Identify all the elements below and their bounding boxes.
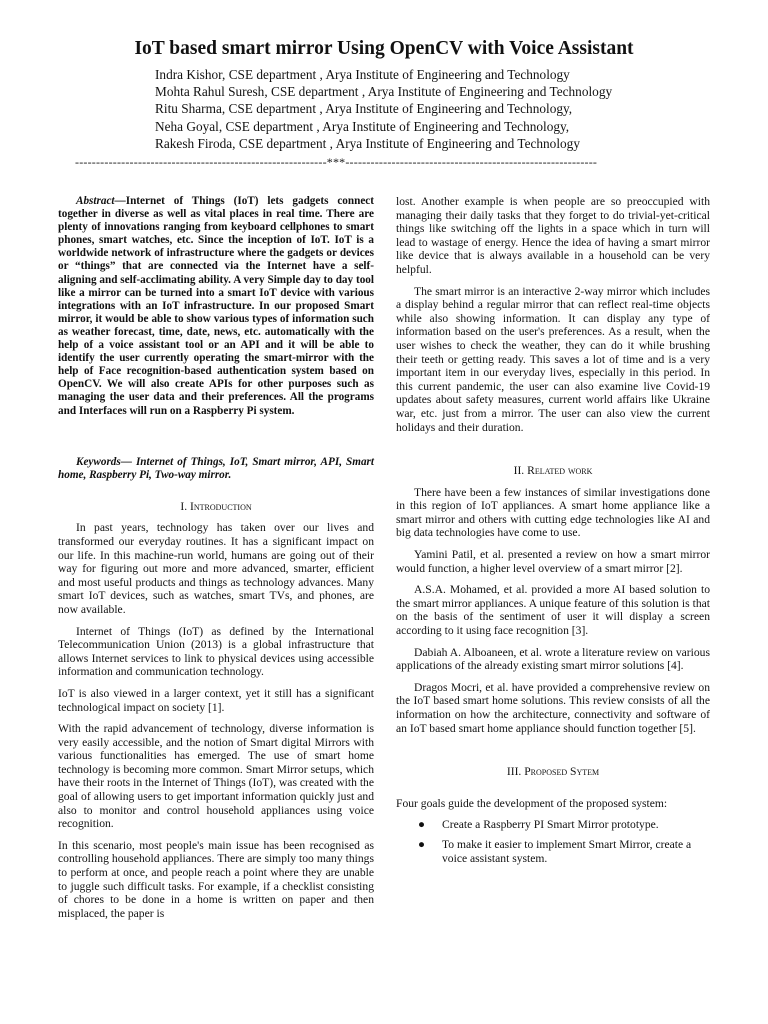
paragraph: In this scenario, most people's main issue has been recognised as controlling household appliances. There are simply too many things to perform at once, and people reach a point where they are unable to juggle such difficult tasks. For example, if a checklist consisting of chores to be done in a home is written on paper and then misplaced, the paper is: [58, 838, 374, 920]
paragraph: There have been a few instances of similar investigations done in this region of IoT appliances. A smart home appliance like a smart mirror and others with cutting edge technologies like AI and big data technologies have come to use.: [396, 485, 710, 540]
paragraph: IoT is also viewed in a larger context, yet it still has a significant technological impact on society [1].: [58, 686, 374, 714]
paragraph: Four goals guide the development of the proposed system:: [396, 796, 668, 810]
list-item-text: To make it easier to implement Smart Mirror, create a voice assistant system.: [442, 837, 692, 865]
author-line: Indra Kishor, CSE department , Arya Institute of Engineering and Technology: [155, 67, 570, 82]
left-column: [58, 195, 374, 928]
section-number: I.: [180, 499, 188, 513]
author-line: Neha Goyal, CSE department , Arya Institute of Engineering and Technology,: [155, 118, 570, 134]
list-item-text: Create a Raspberry PI Smart Mirror prototype.: [442, 818, 659, 832]
bullet-icon: ●: [418, 818, 426, 832]
list-item: [396, 838, 710, 865]
paragraph: Internet of Things (IoT) as defined by the International Telecommunication Union (2013) is a global infrastructure that allows Internet services to link to physical devices using accessible information and communication technology.: [58, 624, 374, 679]
paper-title: IoT based smart mirror Using OpenCV with Voice Assistant: [134, 38, 634, 59]
abstract-text: —Internet of Things (IoT) lets gadgets connect together in diverse as well as vital places in real time. There are plenty of innovations ranging from keyboard cellphones to smart phones, smart watches, etc. Since the inception of IoT. IoT is a worldwide network of infrastructure where the gadgets or devices or “things” that are connected via the Internet have a self- aligning and self-acclimating ability. A very Simple day to day tool like a mirror can be turned into a smart IoT device with various integrations with an IoT infrastructure. In our proposed Smart mirror, it would be able to show various types of information such as weather forecast, time, date, news, etc. automatically with the help of a voice assistant tool or an API and it will be able to identify the user currently operating the smart-mirror with the help of Face recognition-based authentication system based on OpenCV. We will also create APIs for other purposes such as managing the user data and their preferences. All the programs and Interfaces will run on a Raspberry Pi system.: [58, 195, 374, 417]
section-number: III.: [506, 765, 522, 779]
author-line: Rakesh Firoda, CSE department , Arya Institute of Engineering and Technology: [155, 135, 580, 151]
paragraph: Dabiah A. Alboaneen, et al. wrote a literature review on various applications of the already existing smart mirror solutions [4].: [396, 645, 710, 673]
paragraph: A.S.A. Mohamed, et al. provided a more AI based solution to the smart mirror appliances. A unique feature of this solution is that on the basis of the sentiment of user it will display a screen according to it using face recognition [3].: [396, 583, 710, 638]
section-heading-related-work: [396, 464, 710, 478]
list-item: [396, 818, 710, 832]
separator-line: ------------------------------------------------------------***------------------------------------------------------------: [75, 155, 598, 169]
author-list: [155, 66, 715, 152]
author-line: Ritu Sharma, CSE department , Arya Institute of Engineering and Technology,: [155, 101, 573, 117]
bullet-icon: ●: [418, 837, 426, 851]
goal-list: [396, 818, 710, 865]
keywords: Keywords— Internet of Things, IoT, Smart mirror, API, Smart home, Raspberry Pi, Two-way mirror.: [58, 455, 374, 481]
author-line: Mohta Rahul Suresh, CSE department , Arya Institute of Engineering and Technology: [155, 84, 613, 100]
paragraph: Yamini Patil, et al. presented a review on how a smart mirror would function, a higher level overview of a smart mirror [2].: [396, 548, 710, 575]
section-heading-proposed-system: [396, 765, 710, 779]
paragraph: In past years, technology has taken over our lives and transformed our everyday routines. It has a significant impact on our life. In this machine-run world, humans are going out of their way for figuring out more and more advanced, smarter, efficient and most useful products and things as technology advances. Many smart IoT devices, such as watches, smart TVs, and phones, are now available.: [58, 521, 374, 616]
section-number: II.: [513, 464, 525, 478]
paragraph: The smart mirror is an interactive 2-way mirror which includes a display behind a regular mirror that can reflect real-time objects while also showing information. It can display any type of information based on the user's preferences. As a result, when the user wishes to check the weather, they can do it while brushing their teeth or getting ready. This saves a lot of time and is a very important item in our everyday lives, especially in this period. In this current pandemic, the user can also examine live Covid-19 updates about safety measures, current world affairs like Ukraine war, etc. just from a mirror. The user can also view the current holidays and their duration.: [396, 284, 710, 434]
paragraph: With the rapid advancement of technology, diverse information is very easily accessible, and the notion of Smart digital Mirrors with various functionalities has emerged. The use of smart home technology is becoming more common. Smart Mirror setups, which have their roots in the Internet of Things (IoT), was created with the goal of allowing users to get important information quickly just and also to monitor and control household appliances using voice recognition.: [58, 722, 374, 831]
section-heading-introduction: [58, 500, 374, 514]
section-title: Introduction: [190, 499, 252, 513]
abstract: [58, 195, 374, 418]
abstract-lead: Abstract: [76, 195, 115, 207]
section-title: Related work: [527, 464, 593, 478]
section-title: Proposed Sytem: [524, 765, 600, 779]
right-column: [396, 195, 710, 871]
paragraph: Dragos Mocri, et al. have provided a comprehensive review on the IoT based smart home solutions. This review consists of all the information on how the architecture, connectivity and software of an IoT based smart home appliance should function together [5].: [396, 680, 710, 735]
paragraph: lost. Another example is when people are so preoccupied with managing their daily tasks that they forget to do trivial-yet-critical things like switching off the lights in a space which in turn will lead to wastage of energy. Hence the idea of having a smart mirror like device that is always available in a household can be very helpful.: [396, 195, 710, 276]
